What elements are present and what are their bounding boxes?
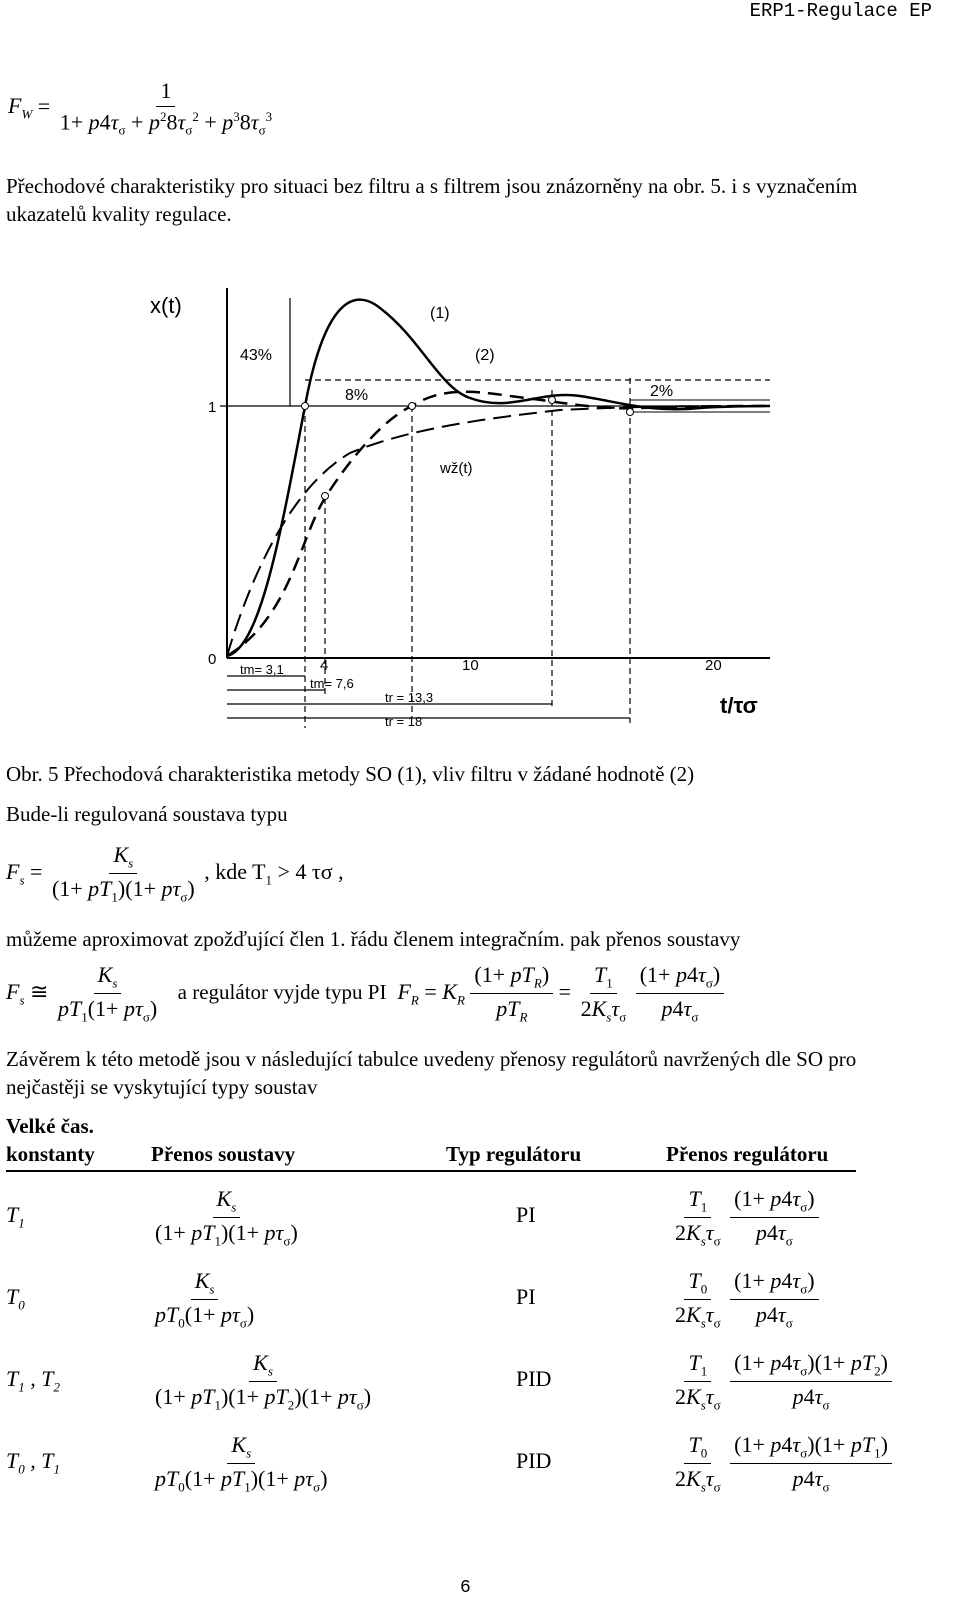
table-row: $T_0$ $\frac{K_s}{pT_0(1+ p\tau_\sigma)}$ PI $\frac{T_0}{2K_s\tau_\sigma}$ $\frac{(1+ p4\tau_\sigma)}{p4\tau_\sigma}$ (6, 1268, 906, 1338)
row3-type: PID (516, 1366, 552, 1391)
paragraph-system-type: Bude-li regulovaná soustava typu (6, 802, 288, 826)
header-system: Přenos soustavy (151, 1142, 296, 1166)
band-2: 2% (650, 383, 674, 400)
curve-1 (227, 300, 770, 656)
table-row: $T_0$ , $T_1$ $\frac{K_s}{pT_0(1+ pT_1)(1+ p\tau_\sigma)}$ PID $\frac{T_0}{2K_s\tau_\sigma}$ $\frac{(1+ p4\tau_\sigma)(1+ pT_1)}{p4\tau_\sigma}$ (6, 1432, 946, 1502)
fw-lhs: $F_W$ (8, 93, 33, 122)
overshoot-8: 8% (345, 387, 369, 404)
label-curve-2: (2) (475, 347, 495, 364)
header-constants: konstanty (6, 1142, 95, 1166)
overshoot-43: 43% (240, 347, 273, 364)
formula-fw: $F_W$ = $\frac{1}{1+ p4\tau_\sigma + p^28\tau_\sigma^2 + p^38\tau_\sigma^3}$ (8, 78, 276, 139)
x-axis-label: t/τσ (720, 693, 758, 718)
row2-type: PI (516, 1284, 536, 1309)
row3-const: $T_1$ , $T_2$ (6, 1366, 60, 1395)
paragraph-intro: Přechodové charakteristiky pro situaci bez filtru a s filtrem jsou znázorněny na obr. 5. i s vyznačením ukazatelů kvality regulace. (6, 174, 858, 226)
row2-const: $T_0$ (6, 1284, 25, 1313)
label-tr1: tr = 13,3 (385, 690, 434, 705)
page-header: ERP1-Regulace EP (749, 0, 932, 22)
table-header-row (6, 1142, 856, 1172)
step-response-figure (140, 278, 780, 743)
figure-caption: Obr. 5 Přechodová charakteristika metody SO (1), vliv filtru v žádané hodnotě (2) (6, 762, 695, 786)
label-tm1: tm= 3,1 (240, 662, 284, 677)
origin-label: 0 (208, 651, 217, 668)
x-tick-20: 20 (705, 657, 722, 674)
row4-type: PID (516, 1448, 552, 1473)
formula-approx: $F_s$ ≅ $\frac{K_s}{pT_1(1+ p\tau_\sigma)}$ a regulátor vyjde typu PI $F_R = K_R$ $\frac{(1+ pT_R)}{pT_R}$ = $\frac{T_1}{2K_s\tau_\sigma}$ $\frac{(1+ p4\tau_\sigma)}{p4\tau_\sigma}$ (6, 962, 724, 1026)
curve-wz (227, 406, 770, 656)
label-tr2: tr = 18 (385, 714, 423, 729)
row1-type: PI (516, 1202, 536, 1227)
fw-numerator: 1 (156, 78, 175, 107)
curve-2 (227, 392, 770, 656)
fw-denominator: $1+ p4\tau_\sigma + p^28\tau_\sigma^2 + p^38\tau_\sigma^3$ (59, 109, 273, 138)
paragraph-conclusion: Závěrem k této metodě jsou v následující tabulce uvedeny přenosy regulátorů navržených dle SO pro nejčastěji se vyskytující typy soustav (6, 1047, 857, 1099)
regulator-text: a regulátor vyjde typu PI (177, 979, 387, 1004)
row1-const: $T_1$ (6, 1202, 25, 1231)
paragraph-approx: můžeme aproximovat zpožďující člen 1. řádu členem integračním. pak přenos soustavy (6, 927, 741, 951)
header-regulator: Přenos regulátoru (666, 1142, 829, 1166)
header-type: Typ regulátoru (446, 1142, 582, 1166)
x-tick-10: 10 (462, 657, 479, 674)
table-row: $T_1$ , $T_2$ $\frac{K_s}{(1+ pT_1)(1+ pT_2)(1+ p\tau_\sigma)}$ PID $\frac{T_1}{2K_s\tau_\sigma}$ $\frac{(1+ p4\tau_\sigma)(1+ pT_2)}{p4\tau_\sigma}$ (6, 1350, 946, 1420)
y-axis-label: x(t) (150, 293, 182, 318)
table-header-top: Velké čas. (6, 1114, 94, 1138)
label-wz: wž(t) (440, 460, 473, 477)
label-tm2: tm= 7,6 (310, 676, 354, 691)
fw-fraction (56, 78, 276, 139)
formula-fs: $F_s$ = $\frac{K_s}{(1+ pT_1)(1+ p\tau_\sigma)}$ , kde $T_1 > 4$ τσ , (6, 842, 344, 905)
table-row: $T_1$ $\frac{K_s}{(1+ pT_1)(1+ p\tau_\sigma)}$ PI $\frac{T_1}{2K_s\tau_\sigma}$ $\frac{(1+ p4\tau_\sigma)}{p4\tau_\sigma}$ (6, 1186, 906, 1256)
label-curve-1: (1) (430, 305, 450, 322)
y-tick-1: 1 (208, 399, 217, 416)
page-number: 6 (460, 1578, 471, 1598)
row4-const: $T_0$ , $T_1$ (6, 1448, 60, 1477)
x-tick-4: 4 (320, 657, 329, 674)
